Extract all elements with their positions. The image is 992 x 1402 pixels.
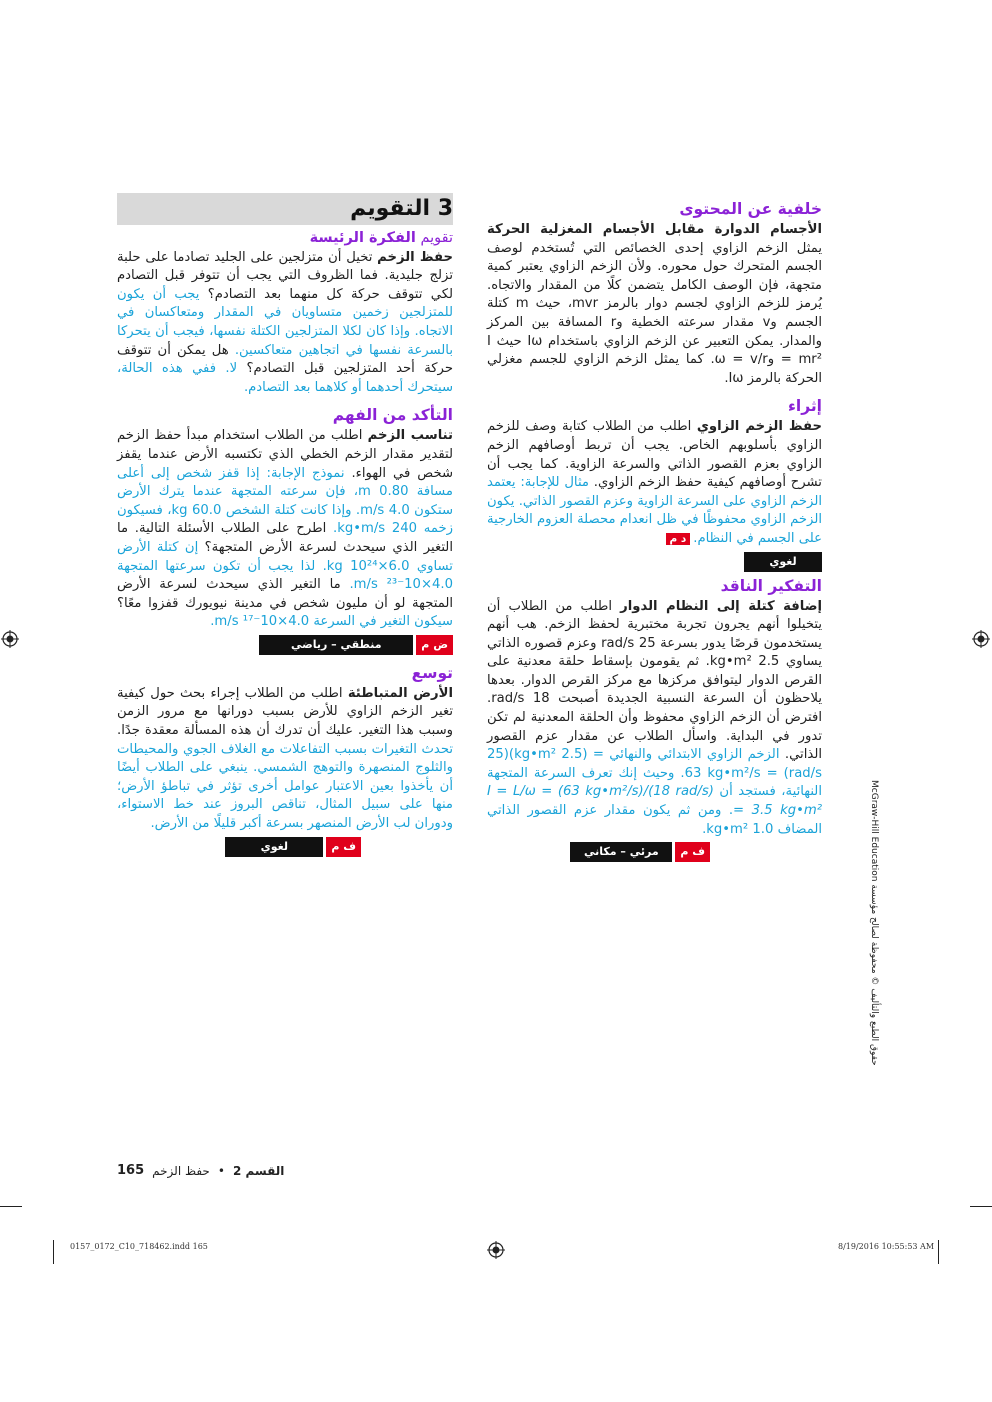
- enrichment-body: اطلب من الطلاب كتابة وصف للزخم الزاوي بأسلوبهم الخاص. يجب أن تربط أوصافهم الزخم الزاوي بعزم القصور الذاتي والسرعة الزاوية. كما يجب أن تشرح أوصافهم كيفية حفظ الزخم الزاوي.: [487, 419, 822, 491]
- critical-thinking-style-tag: مرئي – مكاني: [570, 842, 672, 862]
- enrichment-badge: د م: [666, 533, 691, 545]
- registration-mark-bottom-icon: [487, 1241, 505, 1259]
- registration-mark-left-icon: [1, 630, 19, 648]
- check-understanding-question: اطرح على الطلاب الأسئلة التالية. ما التغير الذي سيحدث لسرعة الأرض المتجهة؟: [117, 521, 453, 555]
- check-understanding-answer3: سيكون التغير في السرعة 4.0×10⁻¹⁷ m/s.: [210, 614, 453, 630]
- critical-thinking-lead: إضافة كتلة إلى النظام الدوار: [620, 598, 822, 614]
- critical-thinking-formula: I = L/ω = (63 kg•m²/s)/(18 rad/s) = 3.5 kg•m²: [487, 784, 822, 819]
- crop-mark-bottom-left-h: [0, 1206, 22, 1207]
- extension-answer: تحدث التغيرات بسبب التفاعلات مع الغلاف الجوي والمحيطات والثلوج المنصهرة والتوهج الشمسي. ينبغي على الطلاب أيضًا أن يأخذوا بعين الاعتبار عوامل أخرى تؤثر في تباطؤ الأرض؛ منها على سبيل المثال، تناقص البروز عند خط الاستواء، ودوران لب الأرض المنصهر بسرعة أكبر قليلًا من الأرض.: [117, 741, 453, 832]
- check-understanding-tag-row: [117, 635, 453, 655]
- extension-badge: ف م: [326, 837, 361, 857]
- check-understanding-question2: ما التغير الذي سيحدث لسرعة الأرض المتجهة لو أن مليون شخص في مدينة نيويورك قفزوا معًا؟: [117, 577, 453, 611]
- critical-thinking-tag-row: [487, 842, 710, 862]
- extension-style-tag: لغوي: [225, 837, 323, 857]
- check-understanding-badge: ض م: [416, 635, 453, 655]
- content-background-paragraph: [487, 221, 822, 388]
- check-understanding-answer2: إن كتلة الأرض تساوي 6.0×10²⁴ kg. لذا يجب أن تكون سرعتها المتجهة 4.0×10⁻²³ m/s.: [117, 539, 453, 593]
- crop-mark-bottom-left-v: [53, 1240, 54, 1264]
- big-idea-title: الفكرة الرئيسة: [309, 230, 416, 246]
- content-background-heading: خلفية عن المحتوى: [679, 200, 822, 218]
- page-number: 165: [117, 1163, 145, 1178]
- critical-thinking-heading: التفكير الناقد: [720, 576, 822, 595]
- content-background-body: يمثل الزخم الزاوي إحدى الخصائص التي تُستخدم لوصف الجسم المتحرك حول محوره. ولأن الزخم الزاوي يعتبر كمية متجهة، فإن الوصف الكامل يتضمن كلًا من المقدار والاتجاه. يُرمز للزخم الزاوي لجسم دوار بالرمز mvr، حيث m كتلة الجسم وv مقدار سرعته الخطية وr المسافة بين المركز والمدار. يمكن التعبير عن الزخم الزاوي باستخدام Iω حيث I = mr² وω = v/r. كما يمثل الزخم الزاوي للجسم مغزلي الحركة بالرمز Iω.: [487, 240, 823, 386]
- big-idea-paragraph: [117, 249, 453, 398]
- check-understanding-answer: نموذج الإجابة: إذا قفز شخص إلى أعلى مسافة 0.80 m، فإن سرعته المتجهة عندما يترك الأرض ستكون 4.0 m/s. وإذا كانت كتلة الشخص 60.0 kg، فسيكون زخمه 240 kg•m/s.: [117, 465, 453, 537]
- footer-section: القسم 2: [232, 1163, 285, 1178]
- critical-thinking-answer-end: . ومن ثم يكون مقدار عزم القصور الذاتي المضاف 1.0 kg•m².: [487, 803, 822, 837]
- extension-body: اطلب من الطلاب إجراء بحث حول كيفية تغير الزخم الزاوي للأرض بسبب دورانها مع مرور الزمن وسبب هذا التغير. عليك أن تدرك أن هذه المسألة معقدة جدًا.: [117, 685, 453, 739]
- extension-paragraph: [117, 685, 453, 834]
- footer-section-title: حفظ الزخم: [152, 1163, 210, 1178]
- left-column: [117, 193, 453, 857]
- critical-thinking-answer: الزخم الزاوي الابتدائي والنهائي = (2.5 kg•m²)(25 rad/s) = 63 kg•m²/s. وحيث إنك تعرف السرعة المتجهة النهائية، فستجد أن: [487, 747, 822, 800]
- extension-lead: الأرض المتباطئة: [347, 685, 453, 701]
- check-understanding-paragraph: [117, 427, 453, 632]
- check-understanding-heading: التأكد من الفهم: [332, 406, 453, 425]
- slug-file-info: 0157_0172_C10_718462.indd 165: [70, 1242, 208, 1251]
- enrichment-paragraph: [487, 418, 822, 548]
- critical-thinking-badge: ف م: [675, 842, 710, 862]
- big-idea-body: تخيل أن متزلجين على الجليد تصادما على حلبة تزلج جليدية. فما الظروف التي يجب أن تتوفر قبل التصادم لكي تتوقف حركة كل منهما بعد التصادم؟: [117, 249, 453, 302]
- enrichment-heading: إثراء: [787, 397, 822, 416]
- assessment-header-bar: [117, 193, 453, 225]
- registration-mark-right-icon: [972, 630, 990, 648]
- enrichment-answer: مثال للإجابة: يعتمد الزخم الزاوي على السرعة الزاوية وعزم القصور الذاتي. يكون الزخم الزاوي محفوظًا في ظل انعدام محصلة العزوم الخارجية على الجسم في النظام.: [487, 475, 822, 546]
- assessment-title: 3 التقويم: [350, 195, 453, 221]
- right-column: [487, 197, 822, 862]
- slug-date-info: 8/19/2016 10:55:53 AM: [838, 1242, 935, 1251]
- critical-thinking-body: اطلب من الطلاب أن يتخيلوا أنهم يجرون تجربة مختبرية لحفظ الزخم. هب أنهم يستخدمون قرصًا يدور بسرعة 25 rad/s وعزم قصوره الذاتي يساوي 2.5 kg•m². ثم يقومون بإسقاط حلقة معدنية على القرص الدوار ليتوافق مركزها مع مركز القرص الدوار. بعدها يلاحظون أن السرعة النسبية الجديدة أصبحت 18 rad/s. افترض أن الزخم الزاوي محفوظ وأن الحلقة المعدنية لم تكن تدور في البداية. واسأل الطلاب عن مقدار عزم القصور الذاتي.: [487, 598, 822, 763]
- extension-tag-row: [117, 837, 361, 857]
- enrichment-tag-row: [487, 552, 822, 572]
- vertical-copyright: حقوق الطبع والتأليف © محفوظة لصالح مؤسسة McGraw-Hill Education: [869, 780, 879, 1066]
- big-idea-heading: [117, 229, 453, 249]
- big-idea-question2: هل يمكن أن تتوقف حركة أحد المتزلجين قبل التصادم؟: [117, 342, 453, 377]
- enrichment-style-tag: لغوي: [744, 552, 822, 572]
- big-idea-answer2: لا. ففي هذه الحالة، سيتحرك أحدهما أو كلاهما بعد التصادم.: [117, 361, 453, 395]
- critical-thinking-paragraph: [487, 598, 822, 840]
- check-understanding-lead: تناسب الزخم: [367, 428, 454, 444]
- big-idea-lead: حفظ الزخم: [377, 249, 453, 265]
- check-understanding-body: اطلب من الطلاب استخدام مبدأ حفظ الزخم لتقدير مقدار الزخم الخطي الذي تكتسبه الأرض عندما يقفز شخص في الهواء.: [117, 428, 454, 481]
- crop-mark-bottom-right-h: [970, 1206, 992, 1207]
- content-background-lead: الأجسام الدوارة مقابل الأجسام المغزلية الحركة: [487, 222, 822, 237]
- crop-mark-bottom-right-v: [938, 1240, 939, 1264]
- big-idea-prefix: تقويم: [415, 230, 453, 246]
- enrichment-lead: حفظ الزخم الزاوي: [696, 419, 822, 435]
- page-footer: [117, 1163, 417, 1178]
- check-understanding-style-tag: منطقي – رياضي: [259, 635, 413, 655]
- big-idea-answer: يجب أن يكون للمتزلجين زخمين متساويان في المقدار ومتعاكسان في الاتجاه. وإذا كان لكلا المتزلجين الكتلة نفسها، فيجب أن يتحركا بالسرعة نفسها في اتجاهين متعاكسين.: [117, 286, 453, 358]
- extension-heading: توسع: [411, 663, 453, 682]
- footer-bullet: •: [217, 1163, 225, 1178]
